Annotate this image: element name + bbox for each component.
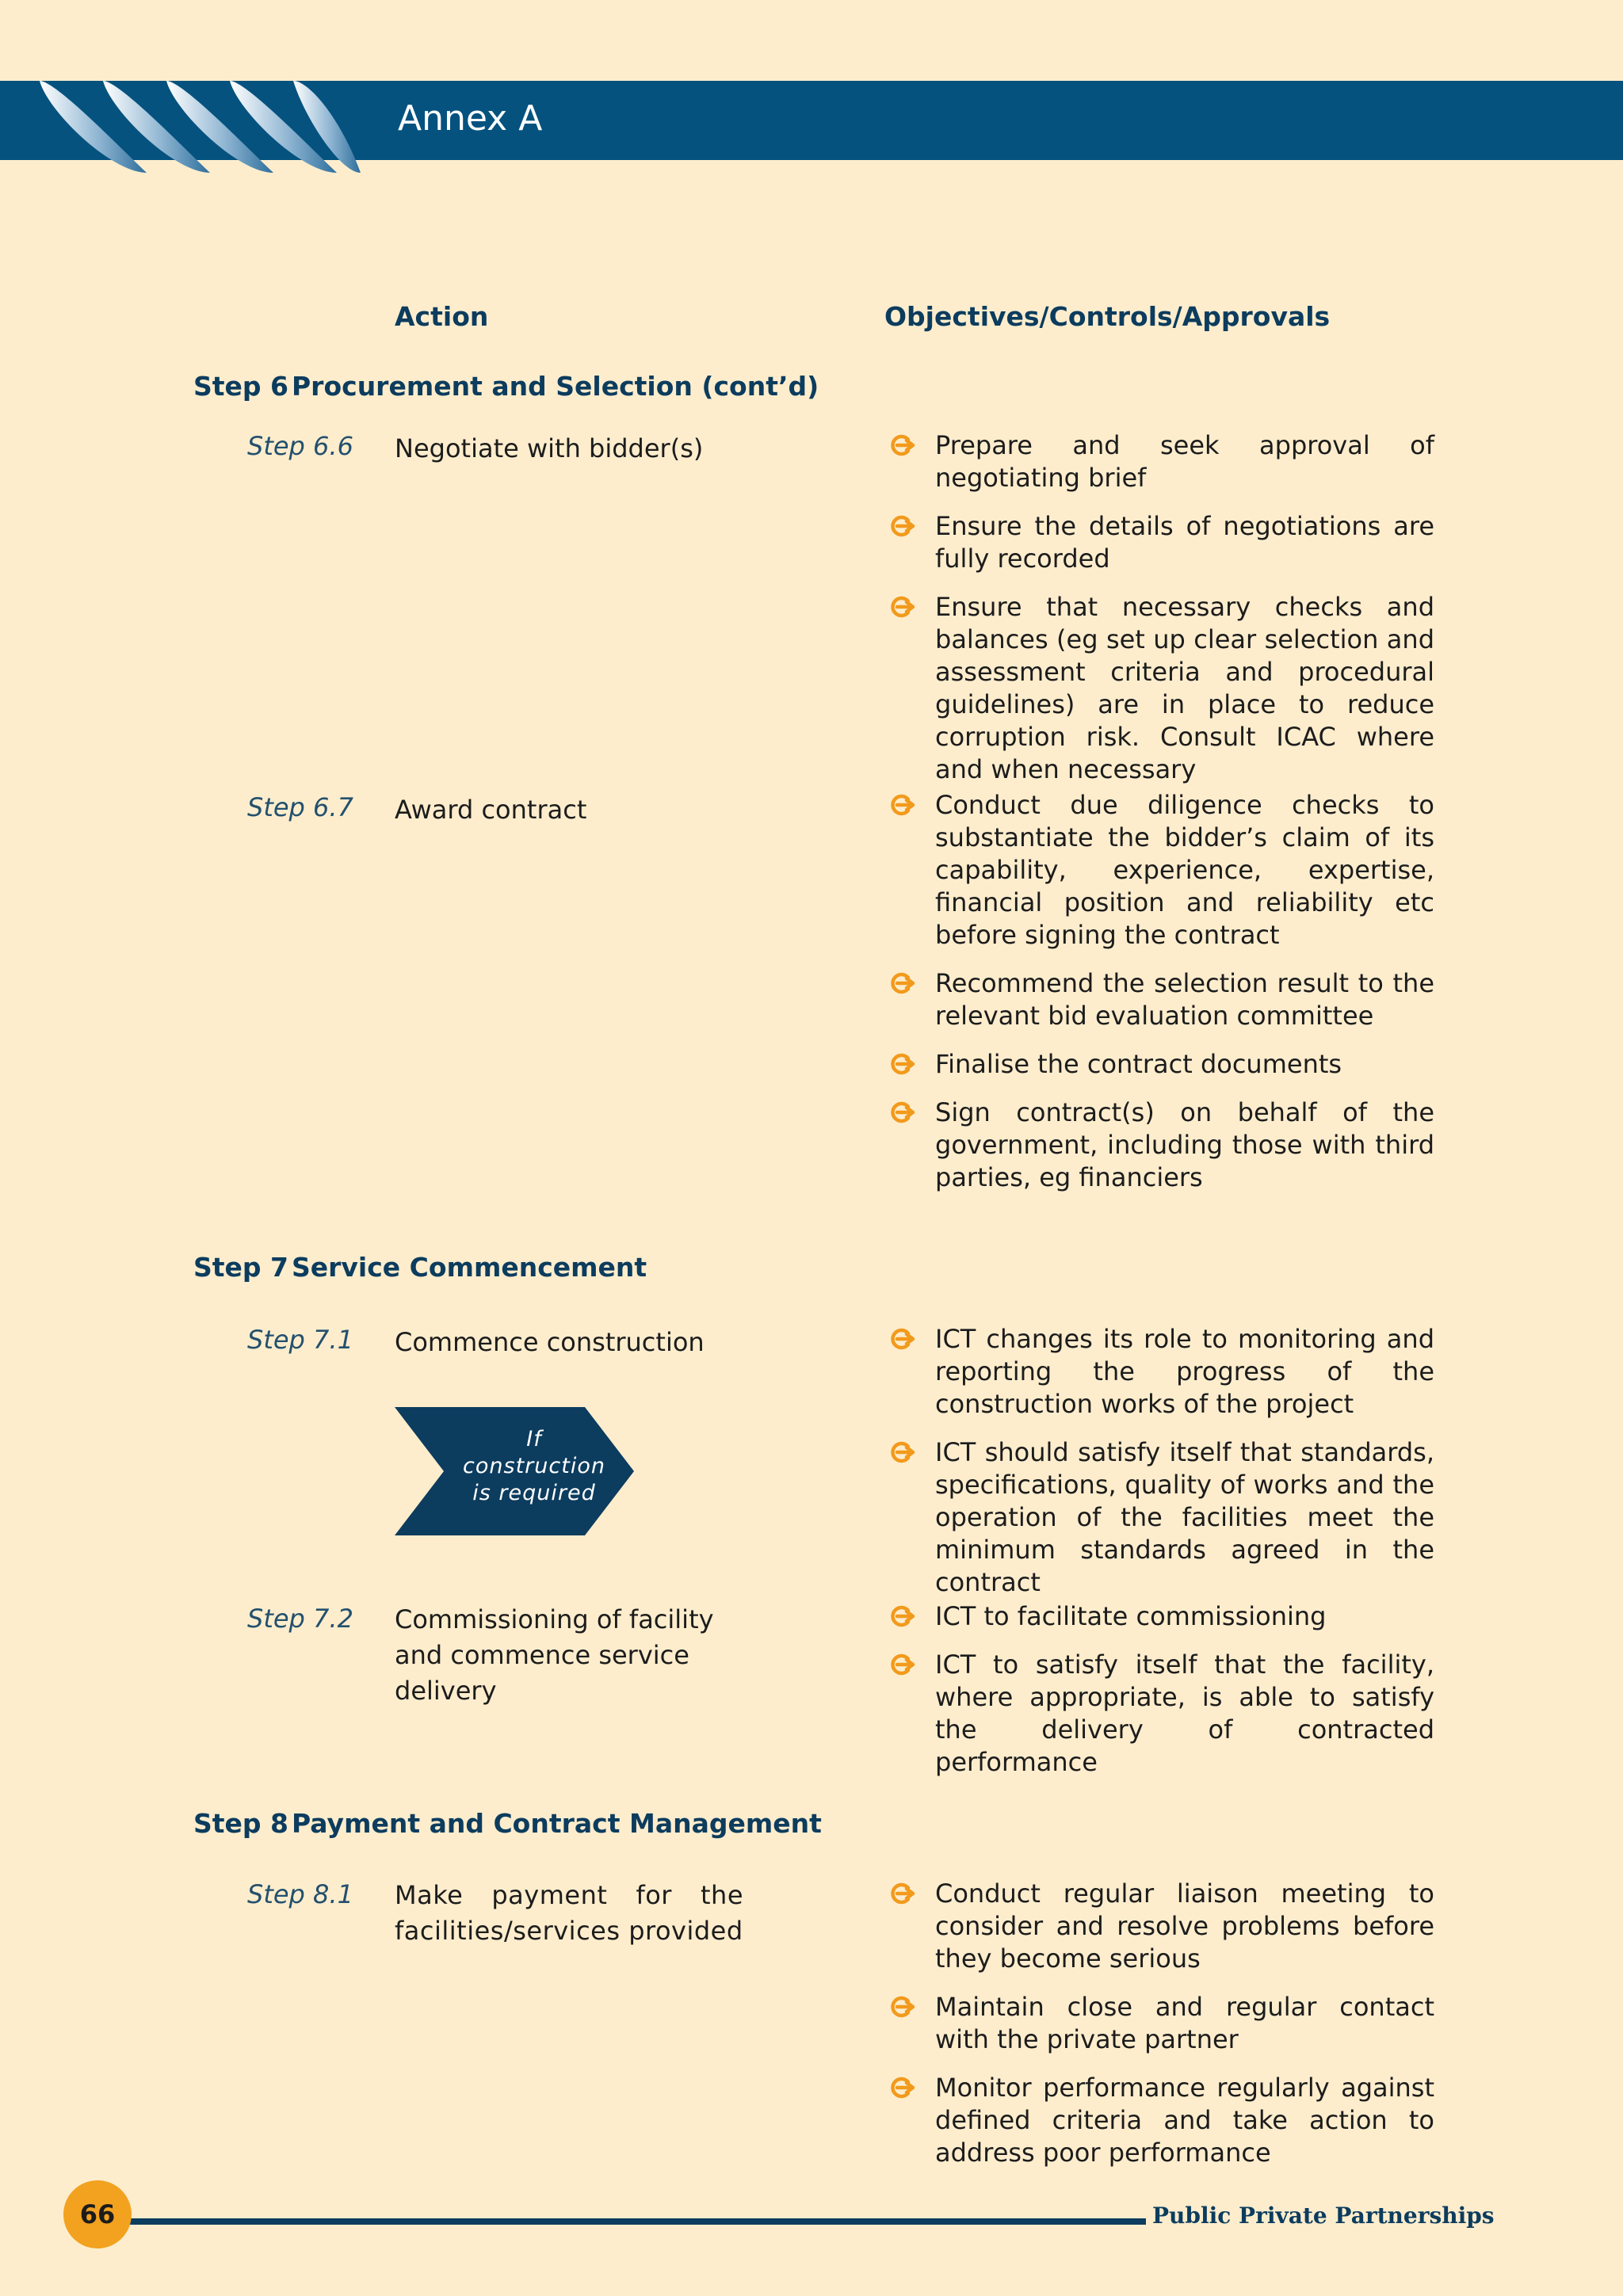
- step-title: Payment and Contract Management: [292, 1808, 822, 1839]
- callout-text: If construction is required: [463, 1427, 605, 1505]
- action-8-1: Make payment for the facilities/services provided: [395, 1880, 743, 1946]
- page-number: 66: [63, 2180, 132, 2248]
- arrow-bullet-icon: [891, 1881, 916, 1906]
- substep-label-7-1: Step 7.1: [247, 1325, 353, 1355]
- decorative-stripes-icon: [0, 71, 372, 182]
- column-heading-objectives: Objectives/Controls/Approvals: [884, 301, 1331, 332]
- column-heading-action: Action: [395, 301, 489, 332]
- objectives-list-6-6: [891, 429, 1434, 802]
- arrow-bullet-icon: [891, 1604, 916, 1629]
- arrow-bullet-icon: [891, 1652, 916, 1677]
- arrow-bullet-icon: [891, 971, 916, 996]
- step-number: Step 6: [193, 371, 288, 402]
- arrow-bullet-icon: [891, 1326, 916, 1352]
- step-number: Step 7: [193, 1252, 288, 1283]
- action-6-7: Award contract: [395, 795, 587, 825]
- substep-label-6-7: Step 6.7: [247, 792, 353, 822]
- list-item: Ensure the details of negotiations are fully recorded: [891, 510, 1434, 575]
- list-item: ICT changes its role to monitoring and reporting the progress of the construction works of the project: [891, 1323, 1434, 1421]
- list-item: Ensure that necessary checks and balances (eg set up clear selection and assessment criteria and procedural guidelines) are in place to reduce corruption risk. Consult ICAC where and when necessary: [891, 591, 1434, 786]
- footer-rule: [119, 2218, 1146, 2225]
- list-item: ICT to facilitate commissioning: [891, 1600, 1434, 1633]
- arrow-bullet-icon: [891, 1100, 916, 1125]
- arrow-bullet-icon: [891, 792, 916, 818]
- arrow-bullet-icon: [891, 594, 916, 620]
- list-item: ICT to satisfy itself that the facility, where appropriate, is able to satisfy the delivery of contracted performance: [891, 1649, 1434, 1779]
- list-item: Prepare and seek approval of negotiating brief: [891, 429, 1434, 494]
- arrow-bullet-icon: [891, 2075, 916, 2100]
- substep-label-8-1: Step 8.1: [247, 1879, 353, 1909]
- arrow-bullet-icon: [891, 433, 916, 458]
- list-item: Finalise the contract documents: [891, 1048, 1434, 1081]
- objectives-list-6-7: [891, 789, 1434, 1210]
- substep-label-6-6: Step 6.6: [247, 431, 353, 461]
- list-item: Conduct due diligence checks to substantiate the bidder’s claim of its capability, experience, expertise, financial position and reliability etc before signing the contract: [891, 789, 1434, 952]
- list-item: Maintain close and regular contact with the private partner: [891, 1991, 1434, 2056]
- arrow-bullet-icon: [891, 1051, 916, 1077]
- action-6-6: Negotiate with bidder(s): [395, 433, 704, 463]
- arrow-bullet-icon: [891, 1994, 916, 2019]
- step-heading-8: [193, 1808, 822, 1839]
- step-heading-7: [193, 1252, 647, 1283]
- step-number: Step 8: [193, 1808, 288, 1839]
- arrow-bullet-icon: [891, 1440, 916, 1465]
- list-item: Monitor performance regularly against defined criteria and take action to address poor performance: [891, 2072, 1434, 2169]
- footer-publication-title: Public Private Partnerships: [1152, 2203, 1495, 2229]
- objectives-list-8-1: [891, 1878, 1434, 2185]
- objectives-list-7-1: [891, 1323, 1434, 1615]
- action-7-2: Commissioning of facility and commence service delivery: [395, 1604, 714, 1706]
- action-7-1: Commence construction: [395, 1327, 705, 1357]
- list-item: Conduct regular liaison meeting to consider and resolve problems before they become serious: [891, 1878, 1434, 1975]
- page-title: Annex A: [398, 98, 543, 139]
- objectives-list-7-2: [891, 1600, 1434, 1794]
- substep-label-7-2: Step 7.2: [247, 1604, 353, 1634]
- step-heading-6: [193, 371, 819, 402]
- list-item: ICT should satisfy itself that standards, specifications, quality of works and the operation of the facilities meet the minimum standards agreed in the contract: [891, 1436, 1434, 1599]
- list-item: Sign contract(s) on behalf of the government, including those with third parties, eg financiers: [891, 1097, 1434, 1194]
- step-title: Procurement and Selection (cont’d): [292, 371, 819, 402]
- step-title: Service Commencement: [292, 1252, 647, 1283]
- list-item: Recommend the selection result to the relevant bid evaluation committee: [891, 967, 1434, 1032]
- arrow-bullet-icon: [891, 513, 916, 539]
